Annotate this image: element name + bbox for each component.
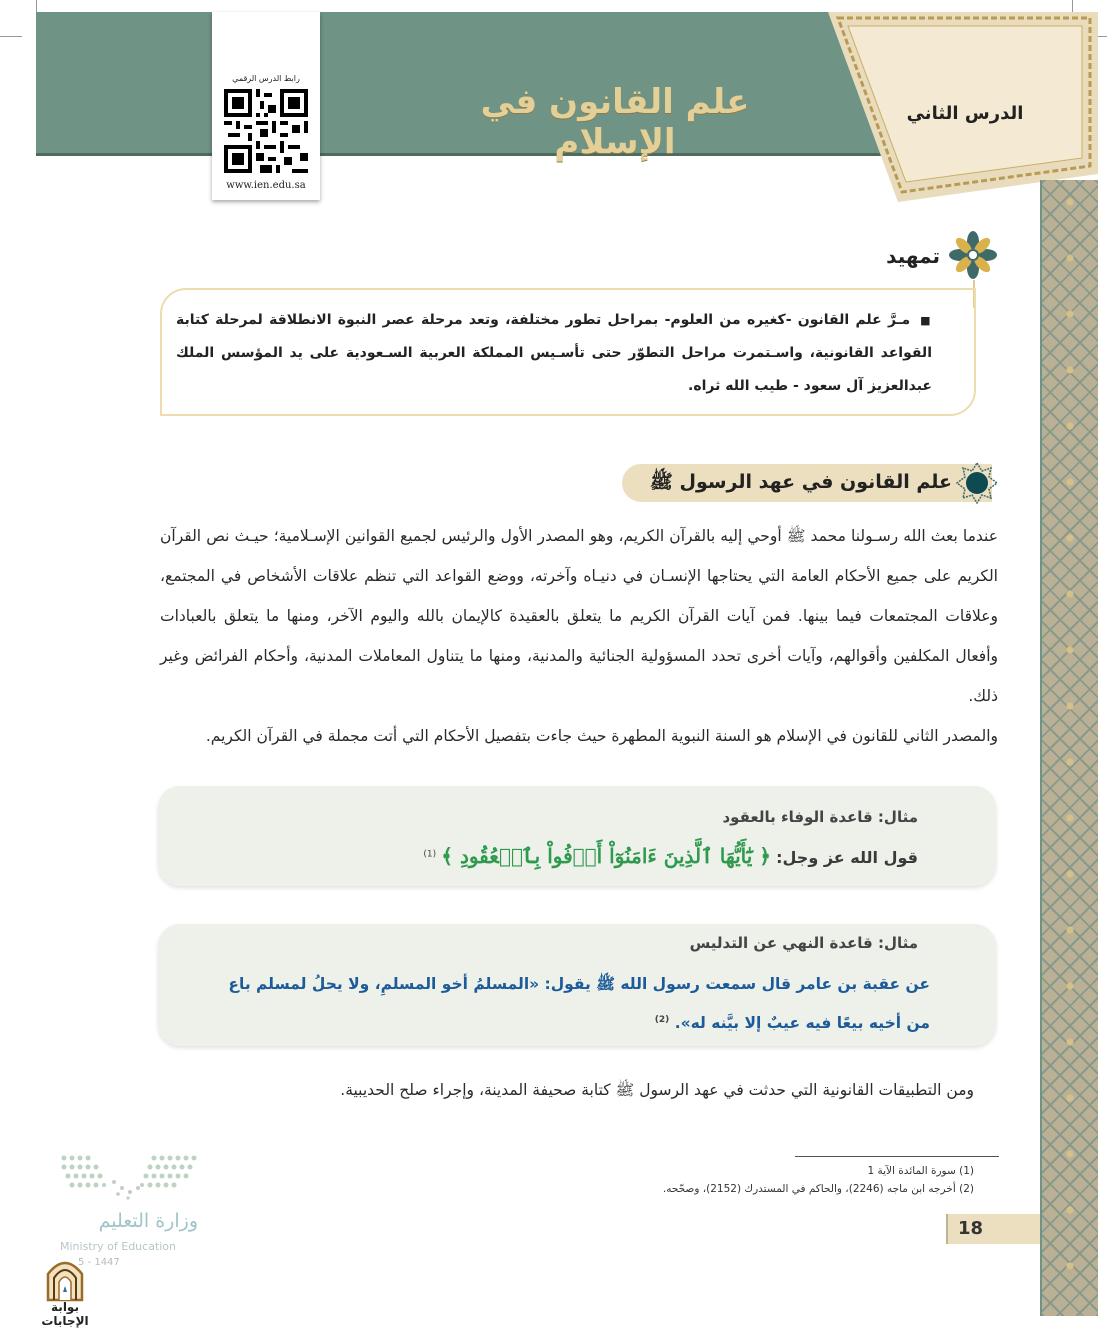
verse-lead: قول الله عز وجل: bbox=[776, 848, 918, 867]
qr-card[interactable] bbox=[212, 12, 320, 200]
gate-watermark-icon bbox=[44, 1256, 86, 1302]
ministry-logo-icon bbox=[58, 1152, 200, 1200]
section-bullet-icon bbox=[956, 462, 998, 504]
quran-verse: ﴿ يَٰٓأَيُّهَا ٱلَّذِينَ ءَامَنُوٓاْ أَوۡفُواْ بِٱلۡعُقُودِ ﴾ bbox=[441, 844, 772, 868]
crop-mark bbox=[36, 0, 37, 12]
side-ornament-strip bbox=[1040, 180, 1098, 1316]
watermark-text: بوابة الإجابات bbox=[41, 1300, 89, 1328]
qr-url[interactable]: www.ien.edu.sa bbox=[226, 180, 306, 191]
example-verse-line bbox=[398, 844, 918, 868]
intro-heading: تمهيد bbox=[886, 244, 940, 268]
example-box bbox=[158, 786, 996, 886]
lesson-title: علم القانون في الإسلام bbox=[480, 82, 750, 162]
lesson-tag: الدرس الثاني bbox=[906, 103, 1024, 124]
hadith-text bbox=[228, 966, 930, 1041]
footnote-ref[interactable]: (1) bbox=[423, 849, 437, 860]
crop-mark bbox=[1072, 0, 1073, 12]
footnote: (1) سورة المائدة الآية 1 bbox=[867, 1165, 974, 1177]
qr-code-icon[interactable] bbox=[224, 89, 308, 173]
body-paragraph: ومن التطبيقات القانونية التي حدثت في عهد الرسول ﷺ كتابة صحيفة المدينة، وإجراء صلح الحديبية. bbox=[340, 1081, 974, 1099]
intro-text: ■ مـرَّ علم القانون -كغيره من العلوم- بمراحل تطور مختلفة، وتعد مرحلة عصر النبوة الانطلاقة لمرحلة كتابة القواعد القانونية، واسـتمرت مراحل التطوّر حتى تأسـيس المملكة العربية السـعودية على يد المؤسس الملك عبدالعزيز آل سعود - طيب الله ثراه. bbox=[176, 304, 932, 403]
ministry-year: 5 - 1447 bbox=[78, 1257, 120, 1268]
crop-mark bbox=[0, 36, 22, 37]
page-number: 18 bbox=[958, 1218, 984, 1239]
body-paragraph: والمصدر الثاني للقانون في الإسلام هو السنة النبوية المطهرة حيث جاءت بتفصيل الأحكام التي أتت مجملة في القرآن الكريم. bbox=[205, 727, 998, 745]
qr-label: رابط الدرس الرقمي bbox=[232, 74, 300, 83]
flower-icon bbox=[946, 228, 1000, 282]
example-heading: مثال: قاعدة النهي عن التدليس bbox=[689, 934, 918, 952]
section-title: علم القانون في عهد الرسول ﷺ bbox=[649, 471, 952, 493]
hadith-body: عن عقبة بن عامر قال سمعت رسول الله ﷺ يقول: «المسلمُ أخو المسلمِ، ولا يحلُ لمسلم باع من أخيه بيعًا فيه عيبٌ إلا بيَّنه له». bbox=[228, 975, 930, 1033]
footnote-divider bbox=[795, 1156, 999, 1157]
example-box bbox=[158, 924, 996, 1046]
ministry-name-arabic: وزارة التعليم bbox=[98, 1210, 198, 1232]
footnote-ref[interactable]: (2) bbox=[654, 1015, 670, 1025]
example-heading: مثال: قاعدة الوفاء بالعقود bbox=[722, 808, 918, 826]
body-paragraph: عندما بعث الله رسـولنا محمد ﷺ أوحي إليه بالقرآن الكريم، وهو المصدر الأول والرئيس لجميع القوانين الإسـلامية؛ حيـث نص القرآن الكريم على جميع الأحكام العامة التي يحتاجها الإنسـان في دنيـاه وآخرته، ووضع القواعد التي تنظم علاقات الأشخاص في المجتمع، وعلاقات المجتمعات فيما بينها. فمن آيات القرآن الكريم ما يتعلق بالعقيدة كالإيمان بالله واليوم الآخر، ومنها ما يتعلق بالعبادات وأفعال المكلفين وأقوالهم، وآيات أخرى تحدد المسؤولية الجنائية والمدنية، ومنها ما يتناول المعاملات المدنية، وأحكام الفرائض وغير ذلك. bbox=[160, 527, 998, 705]
footnote: (2) أخرجه ابن ماجه (2246)، والحاكم في المستدرك (2152)، وصحّحه. bbox=[662, 1183, 974, 1195]
page-number-tab bbox=[946, 1214, 1040, 1244]
ministry-name-english: Ministry of Education bbox=[60, 1240, 177, 1253]
